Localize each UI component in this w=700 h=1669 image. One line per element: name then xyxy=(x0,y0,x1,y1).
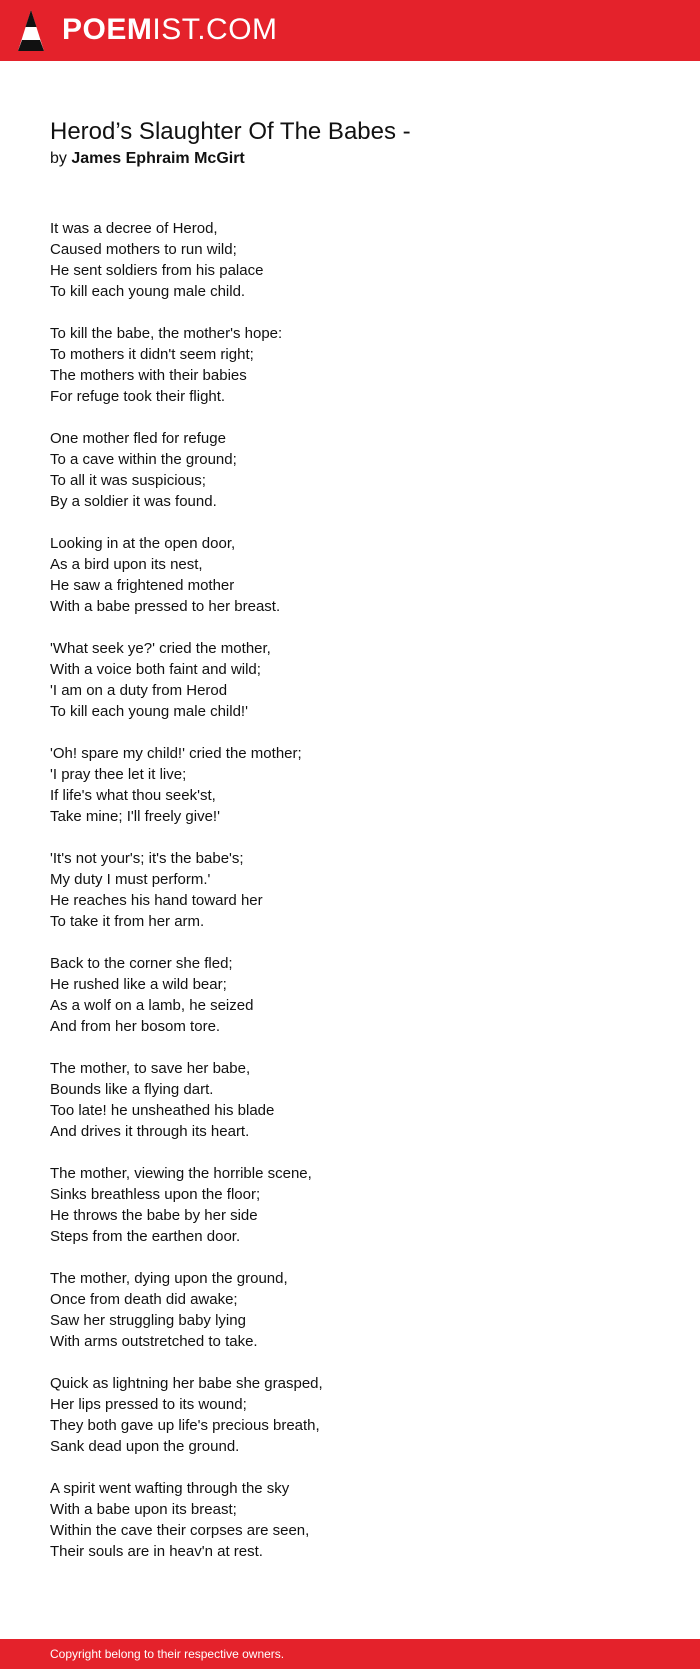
poem-line: The mother, to save her babe, xyxy=(50,1060,251,1077)
poem-line: Sinks breathless upon the floor; xyxy=(50,1186,261,1203)
poem-body xyxy=(50,218,650,1583)
stanza xyxy=(50,428,650,512)
pencil-tip-icon xyxy=(18,10,44,51)
poem-line: If life's what thou seek'st, xyxy=(50,787,216,804)
poem-line: With a voice both faint and wild; xyxy=(50,661,261,678)
by-label: by xyxy=(50,150,67,167)
poem-line: 'I am on a duty from Herod xyxy=(50,682,228,699)
poem-line: Looking in at the open door, xyxy=(50,535,236,552)
poem-line: Within the cave their corpses are seen, xyxy=(50,1522,310,1539)
logo-light-text: IST.COM xyxy=(152,13,278,46)
poem-line: To kill the babe, the mother's hope: xyxy=(50,325,283,342)
stanza xyxy=(50,953,650,1037)
site-logo-link[interactable] xyxy=(62,12,278,48)
stanza xyxy=(50,1373,650,1457)
stanza xyxy=(50,743,650,827)
poem-line: The mother, dying upon the ground, xyxy=(50,1270,288,1287)
poem-line: Too late! he unsheathed his blade xyxy=(50,1102,275,1119)
stanza xyxy=(50,638,650,722)
poem-line: 'What seek ye?' cried the mother, xyxy=(50,640,271,657)
poem-line: To take it from her arm. xyxy=(50,913,205,930)
poem-line: They both gave up life's precious breath, xyxy=(50,1417,320,1434)
poem-line: And from her bosom tore. xyxy=(50,1018,221,1035)
copyright-text: Copyright belong to their respective owners. xyxy=(50,1647,285,1661)
poem-title: Herod’s Slaughter Of The Babes - xyxy=(50,118,411,145)
poem-line: And drives it through its heart. xyxy=(50,1123,250,1140)
poem-line: Back to the corner she fled; xyxy=(50,955,233,972)
poem-line: To mothers it didn't seem right; xyxy=(50,346,254,363)
poem-line: To kill each young male child!' xyxy=(50,703,248,720)
stanza xyxy=(50,1058,650,1142)
poem-line: The mother, viewing the horrible scene, xyxy=(50,1165,312,1182)
poem-line: Steps from the earthen door. xyxy=(50,1228,241,1245)
poem-line: He reaches his hand toward her xyxy=(50,892,263,909)
poem-line: With a babe pressed to her breast. xyxy=(50,598,281,615)
poem-line: Her lips pressed to its wound; xyxy=(50,1396,247,1413)
poem-line: One mother fled for refuge xyxy=(50,430,226,447)
stanza xyxy=(50,1478,650,1562)
stanza xyxy=(50,218,650,302)
poem-line: Saw her struggling baby lying xyxy=(50,1312,246,1329)
poem-line: Take mine; I'll freely give!' xyxy=(50,808,220,825)
poem-line: The mothers with their babies xyxy=(50,367,247,384)
poem-line: To a cave within the ground; xyxy=(50,451,237,468)
stanza xyxy=(50,323,650,407)
site-header xyxy=(0,0,700,61)
poem-line: To all it was suspicious; xyxy=(50,472,206,489)
poem-line: Quick as lightning her babe she grasped, xyxy=(50,1375,323,1392)
poem-line: With a babe upon its breast; xyxy=(50,1501,237,1518)
poem-line: Once from death did awake; xyxy=(50,1291,238,1308)
poem-line: For refuge took their flight. xyxy=(50,388,226,405)
poem-line: He throws the babe by her side xyxy=(50,1207,258,1224)
poem-line: As a bird upon its nest, xyxy=(50,556,203,573)
byline xyxy=(50,147,245,171)
poem-line: It was a decree of Herod, xyxy=(50,220,218,237)
poem-line: Sank dead upon the ground. xyxy=(50,1438,240,1455)
stanza xyxy=(50,848,650,932)
stanza xyxy=(50,1268,650,1352)
poem-line: He sent soldiers from his palace xyxy=(50,262,264,279)
poem-line: He rushed like a wild bear; xyxy=(50,976,227,993)
poem-line: By a soldier it was found. xyxy=(50,493,217,510)
site-footer xyxy=(0,1639,700,1669)
poem-line: He saw a frightened mother xyxy=(50,577,235,594)
poem-line: 'I pray thee let it live; xyxy=(50,766,187,783)
poem-line: With arms outstretched to take. xyxy=(50,1333,258,1350)
stanza xyxy=(50,533,650,617)
poem-line: To kill each young male child. xyxy=(50,283,246,300)
poem-line: Caused mothers to run wild; xyxy=(50,241,237,258)
poem-line: Their souls are in heav'n at rest. xyxy=(50,1543,263,1560)
poem-line: Bounds like a flying dart. xyxy=(50,1081,214,1098)
stanza xyxy=(50,1163,650,1247)
poem-line: A spirit went wafting through the sky xyxy=(50,1480,290,1497)
logo-bold-text: POEM xyxy=(62,13,153,46)
poem-line: My duty I must perform.' xyxy=(50,871,211,888)
poem-line: 'Oh! spare my child!' cried the mother; xyxy=(50,745,302,762)
poem-line: As a wolf on a lamb, he seized xyxy=(50,997,254,1014)
author-name: James Ephraim McGirt xyxy=(71,150,245,167)
poem-line: 'It's not your's; it's the babe's; xyxy=(50,850,244,867)
